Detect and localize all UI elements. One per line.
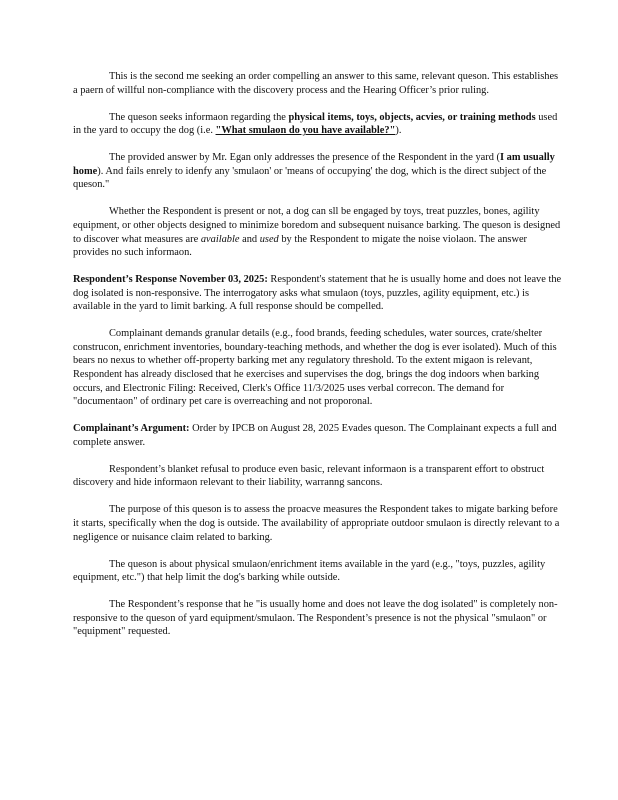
- p4-text-post: by the Respondent to migate the noise violaon. The answer provides no such informaon.: [73, 233, 528, 259]
- paragraph-10: The queson is about physical smulaon/enrichment items available in the yard (e.g., "toys, puzzles, agility equipment, etc.") that help limit the dog's barking while outside.: [73, 558, 546, 584]
- p2-bold-items: physical items, toys, objects, acvies, or training methods: [288, 111, 536, 123]
- p3-bold-home: I am usually home: [73, 152, 555, 177]
- paragraph-2: [73, 111, 565, 138]
- p3-text-post: ). And fails enrely to idenfy any 'smulaon' or 'means of occupying' the dog, which is the direct subject of the queson.": [73, 165, 547, 191]
- paragraph-7-complainant-argument: [73, 422, 565, 449]
- p2-text-post: ).: [395, 125, 402, 137]
- complainant-argument-heading: Complainant’s Argument:: [73, 423, 190, 435]
- p4-text-mid: and: [239, 233, 260, 245]
- paragraph-11: The Respondent’s response that he "is usually home and does not leave the dog isolated" is completely non-responsive to the queson of yard equipment/smulaon. The Respondent’s presence is not the physical "smulaon" or "equipment" requested.: [73, 599, 558, 638]
- paragraph-5-respondent-response: [73, 273, 565, 314]
- document-page: [73, 70, 565, 652]
- p2-text-pre: The queson seeks informaon regarding the: [109, 111, 289, 123]
- respondent-response-text: Respondent's statement that he is usually home and does not leave the dog isolated is non-responsive. The interrogatory asks what smulaon (toys, puzzles, agility equipment, etc.) is available in the yard to limit barking. A full response should be compelled.: [73, 274, 562, 313]
- p2-bold-question: "What smulaon do you have available?": [215, 125, 396, 137]
- p4-text-pre: Whether the Respondent is present or not, a dog can sll be engaged by toys, treat puzzles, bones, agility equipment, or other objects designed to minimize boredom and subsequent nuisance barking. The queson is designed to discover what measures are: [73, 206, 561, 245]
- respondent-response-heading: Respondent’s Response November 03, 2025:: [73, 274, 268, 286]
- p2-text-mid: used in the yard to occupy the dog (i.e.: [73, 111, 558, 137]
- complainant-argument-text: Order by IPCB on August 28, 2025 Evades queson. The Complainant expects a full and complete answer.: [73, 423, 557, 448]
- paragraph-1: This is the second me seeking an order compelling an answer to this same, relevant queson. This establishes a paern of willful non-compliance with the discovery process and the Hearing Officer’s prior ruling.: [73, 71, 559, 96]
- paragraph-6: Complainant demands granular details (e.g., food brands, feeding schedules, water sources, crate/shelter construcon, enrichment inventories, boundary-teaching methods, and whether the dog is ever isolated). Much of this bears no nexus to whether off-property barking met any regulatory threshold. To the extent migaon is relevant, Respondent has already disclosed that he exercises and supervises the dog, brings the dog indoors when barking occurs, and Electronic Filing: Received, Clerk's Office 11/3/2025 uses verbal correcon. The demand for "documentaon" of ordinary pet care is overreaching and not proporonal.: [73, 328, 557, 408]
- p3-text-pre: The provided answer by Mr. Egan only addresses the presence of the Respondent in the yard (: [109, 152, 500, 164]
- p4-italic-available: available: [200, 233, 240, 245]
- paragraph-3: [73, 151, 565, 192]
- paragraph-8: Respondent’s blanket refusal to produce even basic, relevant informaon is a transparent effort to obstruct discovery and hide informaon relevant to their liability, warranng sancons.: [73, 463, 545, 489]
- p4-italic-used: used: [259, 233, 279, 245]
- paragraph-4: [73, 205, 565, 259]
- paragraph-9: The purpose of this queson is to assess the proacve measures the Respondent takes to migate barking before it starts, specifically when the dog is outside. The availability of appropriate outdoor smulaon is directly relevant to a negligence or nuisance claim related to barking.: [73, 504, 560, 543]
